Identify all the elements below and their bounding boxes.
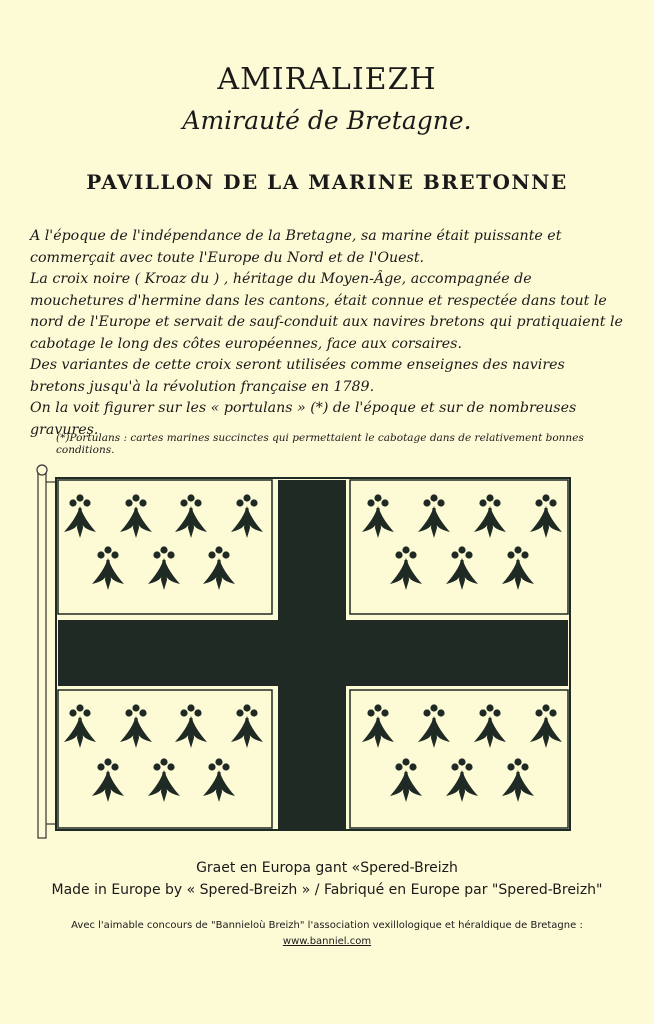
paragraph: A l'époque de l'indépendance de la Bretagne, sa marine était puissante et commerçait avec toute l'Europe du Nord et de l'Ouest.: [30, 228, 562, 266]
flag-svg: [30, 460, 578, 840]
page-subtitle: Amirauté de Bretagne.: [182, 106, 472, 135]
cross-horizontal: [58, 620, 568, 686]
body-text: [30, 226, 624, 441]
paragraph: Des variantes de cette croix seront utilisées comme enseignes des navires bretons jusqu'à la révolution française en 1789.: [30, 357, 565, 395]
section-heading: PAVILLON DE LA MARINE BRETONNE: [86, 170, 568, 194]
flag-illustration: [30, 460, 578, 840]
paragraph: On la voit figurer sur les « portulans » (*) de l'époque et sur de nombreuses gravures.: [30, 400, 577, 438]
flagpole: [38, 472, 46, 838]
footer-line-breton: Graet en Europa gant «Spered-Breizh: [196, 860, 458, 876]
footnote: (*)Portulans : cartes marines succinctes qui permettaient le cabotage dans de relativement bonnes conditions.: [56, 432, 584, 456]
page-title: AMIRALIEZH: [217, 62, 437, 97]
footer-link[interactable]: www.banniel.com: [282, 936, 372, 947]
footer-line-made-in: Made in Europe by « Spered-Breizh » / Fabriqué en Europe par "Spered-Breizh": [51, 882, 603, 898]
footer-credit: Avec l'aimable concours de "Bannieloù Breizh" l'association vexillologique et héraldique de Bretagne :: [71, 920, 583, 931]
paragraph: La croix noire ( Kroaz du ) , héritage du Moyen-Âge, accompagnée de mouchetures d'hermine dans les cantons, était connue et respectée dans tout le nord de l'Europe et servait de sauf-conduit aux navires bretons qui pratiquaient le cabotage le long des côtes européennes, face aux corsaires.: [30, 271, 623, 352]
